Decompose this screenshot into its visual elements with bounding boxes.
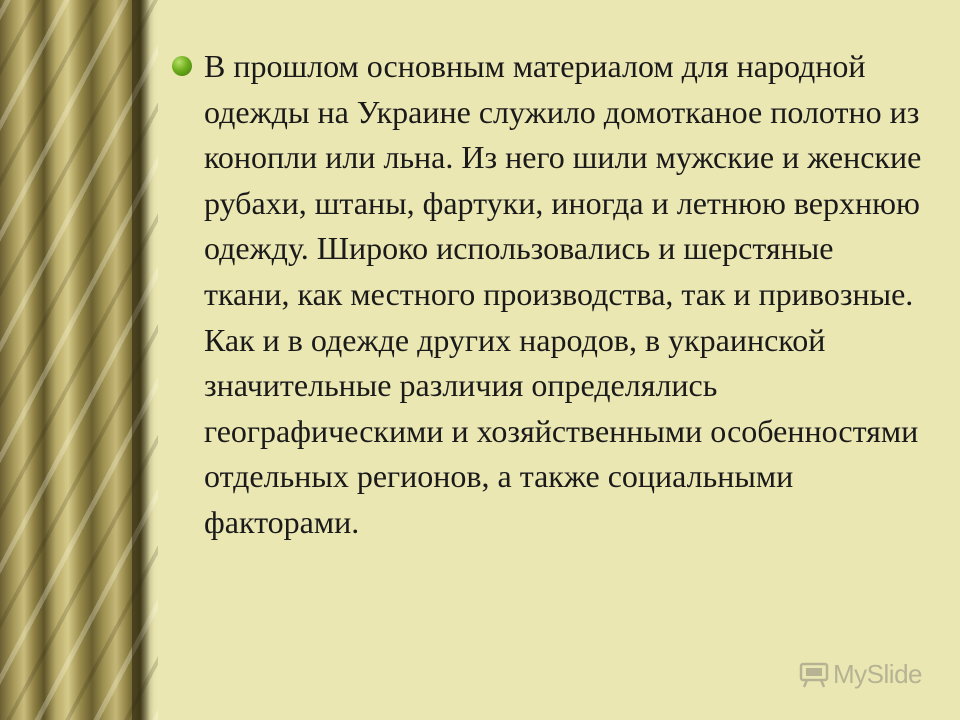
watermark-text: MySlide <box>833 659 922 689</box>
presentation-board-icon <box>799 662 829 688</box>
bullet-text: В прошлом основным материалом для народной одежды на Украине служило домотканое полотно из конопли или льна. Из него шили мужские и женские рубахи, штаны, фартуки, иногда и летнюю верхнюю одежду. Широко использовались и шерстяные ткани, как местного производства, так и привозные. Как и в одежде других народов, в украинской значительные различия определялись географическими и хозяйственными особенностями отдельных регионов, а также социальными факторами. <box>204 48 922 540</box>
bullet-item <box>172 44 932 546</box>
watermark-logo <box>799 659 922 690</box>
border-shadow <box>132 0 154 720</box>
bullet-dot-icon <box>172 56 192 76</box>
slide-content <box>172 44 932 546</box>
